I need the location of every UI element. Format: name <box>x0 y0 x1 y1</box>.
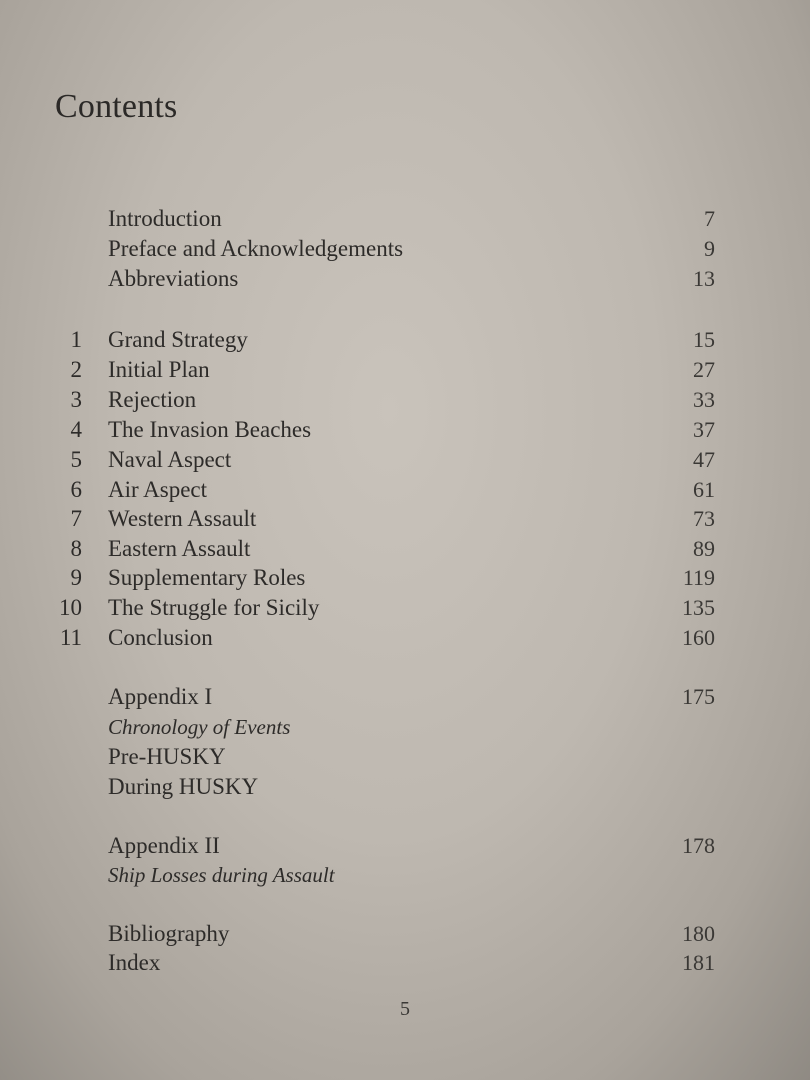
appendix-1-subtitle-row <box>0 713 810 741</box>
toc-entry-preface <box>0 235 810 263</box>
chapter-title: Air Aspect <box>108 477 208 502</box>
chapter-title: Grand Strategy <box>108 327 248 352</box>
chapter-page: 33 <box>693 387 715 412</box>
chapter-page: 135 <box>682 595 715 620</box>
chapter-page: 37 <box>693 417 715 442</box>
toc-entry-label: Bibliography <box>108 921 230 946</box>
toc-entry-label: Abbreviations <box>108 266 239 291</box>
toc-chapter-7 <box>0 505 810 533</box>
appendix-page: 175 <box>682 684 715 709</box>
chapter-page: 47 <box>693 447 715 472</box>
chapter-title: Western Assault <box>108 506 257 531</box>
chapter-title: Eastern Assault <box>108 536 251 561</box>
chapter-title: Rejection <box>108 387 197 412</box>
chapter-number: 2 <box>70 357 82 382</box>
chapter-page: 27 <box>693 357 715 382</box>
toc-entry-label: Introduction <box>108 206 222 231</box>
toc-entry-page: 13 <box>693 266 715 291</box>
toc-entry-label: Index <box>108 950 161 975</box>
toc-chapter-1 <box>0 326 810 354</box>
chapter-number: 10 <box>59 595 82 620</box>
appendix-subtitle: Chronology of Events <box>108 715 291 739</box>
chapter-number: 1 <box>70 327 82 352</box>
chapter-title: The Struggle for Sicily <box>108 595 320 620</box>
toc-chapter-3 <box>0 386 810 414</box>
toc-chapter-6 <box>0 476 810 504</box>
chapter-title: The Invasion Beaches <box>108 417 312 442</box>
appendix-subtitle: Ship Losses during Assault <box>108 863 335 887</box>
toc-entry-label: Preface and Acknowledgements <box>108 236 404 261</box>
chapter-number: 7 <box>70 506 82 531</box>
toc-chapter-11 <box>0 624 810 652</box>
chapter-number: 8 <box>70 536 82 561</box>
chapter-number: 9 <box>70 565 82 590</box>
appendix-title: Appendix I <box>108 684 213 709</box>
page-folio: 5 <box>400 998 410 1020</box>
toc-entry-bibliography <box>0 920 810 948</box>
appendix-1-item-row <box>0 773 810 801</box>
appendix-title: Appendix II <box>108 833 220 858</box>
toc-chapter-9 <box>0 564 810 592</box>
chapter-title: Conclusion <box>108 625 213 650</box>
page-title: Contents <box>55 88 178 125</box>
chapter-page: 61 <box>693 477 715 502</box>
toc-entry-introduction <box>0 205 810 233</box>
toc-appendix-2 <box>0 832 810 860</box>
appendix-item: Pre-HUSKY <box>108 744 226 769</box>
chapter-page: 73 <box>693 506 715 531</box>
chapter-number: 3 <box>70 387 82 412</box>
chapter-page: 15 <box>693 327 715 352</box>
toc-chapter-2 <box>0 356 810 384</box>
toc-entry-page: 180 <box>682 921 715 946</box>
chapter-title: Supplementary Roles <box>108 565 306 590</box>
toc-entry-abbreviations <box>0 265 810 293</box>
chapter-page: 119 <box>682 565 715 590</box>
toc-entry-index <box>0 949 810 977</box>
toc-chapter-4 <box>0 416 810 444</box>
chapter-number: 4 <box>70 417 82 442</box>
appendix-page: 178 <box>682 833 715 858</box>
chapter-page: 160 <box>682 625 715 650</box>
toc-chapter-8 <box>0 535 810 563</box>
toc-entry-page: 7 <box>704 206 715 231</box>
chapter-title: Initial Plan <box>108 357 210 382</box>
toc-entry-page: 9 <box>704 236 715 261</box>
appendix-2-subtitle-row <box>0 861 810 889</box>
chapter-number: 6 <box>70 477 82 502</box>
chapter-title: Naval Aspect <box>108 447 232 472</box>
chapter-page: 89 <box>693 536 715 561</box>
toc-chapter-5 <box>0 446 810 474</box>
chapter-number: 5 <box>70 447 82 472</box>
chapter-number: 11 <box>59 625 82 650</box>
appendix-item: During HUSKY <box>108 774 259 799</box>
toc-entry-page: 181 <box>682 950 715 975</box>
toc-appendix-1 <box>0 683 810 711</box>
appendix-1-item-row <box>0 743 810 771</box>
toc-chapter-10 <box>0 594 810 622</box>
